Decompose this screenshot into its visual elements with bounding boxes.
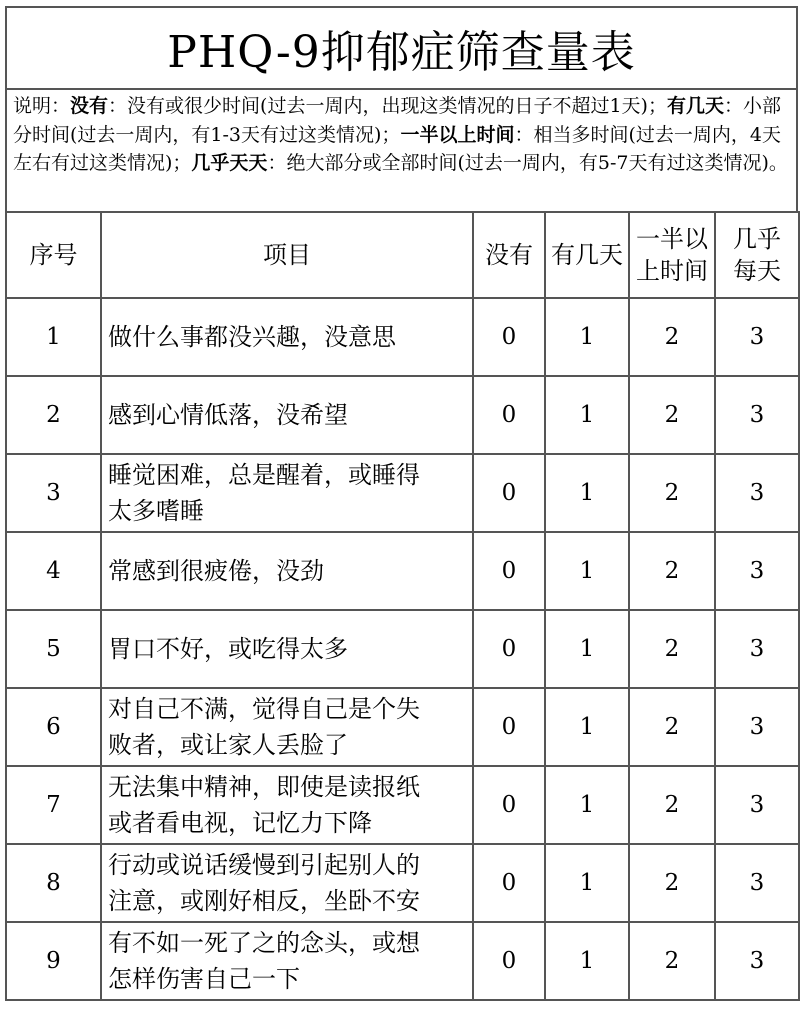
row-item-line1: 有不如一死了之的念头，或想 <box>108 929 420 957</box>
row-item-line2: 或者看电视，记忆力下降 <box>108 809 372 837</box>
row-item-line1: 感到心情低落，没希望 <box>108 401 348 429</box>
header-daily-line1: 几乎 <box>733 225 781 253</box>
score-half: 2 <box>629 688 715 766</box>
row-item-line1: 对自己不满，觉得自己是个失 <box>108 695 420 723</box>
score-none: 0 <box>473 376 545 454</box>
option-text-half: ：相当多时间(过去一周内，4天左右有过这类情况)； <box>13 123 781 174</box>
row-number: 9 <box>6 922 101 1000</box>
score-several: 1 <box>545 844 629 922</box>
score-several: 1 <box>545 376 629 454</box>
header-item: 项目 <box>101 212 473 298</box>
row-number: 6 <box>6 688 101 766</box>
score-table <box>5 211 800 1001</box>
score-half: 2 <box>629 766 715 844</box>
score-none: 0 <box>473 298 545 376</box>
score-none: 0 <box>473 532 545 610</box>
header-half-line2: 上时间 <box>636 257 708 285</box>
row-number: 8 <box>6 844 101 922</box>
row-item-line1: 无法集中精神，即使是读报纸 <box>108 773 420 801</box>
option-name-daily: 几乎天天 <box>191 152 268 174</box>
instructions-lead: 说明： <box>13 95 71 117</box>
score-several: 1 <box>545 532 629 610</box>
score-several: 1 <box>545 298 629 376</box>
table-header-row <box>6 212 799 298</box>
table-row <box>6 376 799 454</box>
table-row <box>6 298 799 376</box>
table-row <box>6 844 799 922</box>
option-text-several: ：小部分时间(过去一周内，有1-3天有过这类情况)； <box>13 95 781 146</box>
option-name-half: 一半以上时间 <box>400 123 515 146</box>
score-several: 1 <box>545 766 629 844</box>
score-half: 2 <box>629 922 715 1000</box>
page-title: PHQ-9抑郁症筛查量表 <box>167 27 636 78</box>
option-name-several: 有几天 <box>666 95 724 117</box>
row-item <box>101 376 473 454</box>
score-several: 1 <box>545 610 629 688</box>
score-none: 0 <box>473 922 545 1000</box>
score-half: 2 <box>629 844 715 922</box>
score-half: 2 <box>629 298 715 376</box>
row-item-line2: 太多嗜睡 <box>108 497 204 525</box>
row-item <box>101 844 473 922</box>
row-item-line1: 做什么事都没兴趣，没意思 <box>108 323 396 351</box>
score-none: 0 <box>473 610 545 688</box>
score-daily: 3 <box>715 376 799 454</box>
row-number: 2 <box>6 376 101 454</box>
title-box <box>5 6 798 90</box>
score-half: 2 <box>629 454 715 532</box>
row-item <box>101 454 473 532</box>
score-daily: 3 <box>715 532 799 610</box>
header-no: 序号 <box>6 212 101 298</box>
table-row <box>6 532 799 610</box>
table-row <box>6 688 799 766</box>
header-daily <box>715 212 799 298</box>
table-row <box>6 454 799 532</box>
row-item-line2: 注意，或刚好相反，坐卧不安 <box>108 887 420 915</box>
score-daily: 3 <box>715 766 799 844</box>
option-text-daily: ：绝大部分或全部时间(过去一周内，有5-7天有过这类情况)。 <box>267 152 788 174</box>
header-none: 没有 <box>473 212 545 298</box>
header-half-line1: 一半以 <box>636 225 708 253</box>
row-item <box>101 298 473 376</box>
header-half <box>629 212 715 298</box>
score-none: 0 <box>473 766 545 844</box>
row-item-line1: 行动或说话缓慢到引起别人的 <box>108 851 420 879</box>
score-several: 1 <box>545 922 629 1000</box>
row-item-line1: 睡觉困难，总是醒着，或睡得 <box>108 461 420 489</box>
score-daily: 3 <box>715 454 799 532</box>
option-name-none: 没有 <box>70 95 109 117</box>
score-none: 0 <box>473 844 545 922</box>
header-several: 有几天 <box>545 212 629 298</box>
score-several: 1 <box>545 688 629 766</box>
score-daily: 3 <box>715 922 799 1000</box>
row-item <box>101 532 473 610</box>
table-row <box>6 610 799 688</box>
row-item-line1: 常感到很疲倦，没劲 <box>108 557 324 585</box>
row-item <box>101 610 473 688</box>
score-half: 2 <box>629 610 715 688</box>
row-item-line2: 怎样伤害自己一下 <box>108 965 300 993</box>
score-half: 2 <box>629 532 715 610</box>
row-number: 4 <box>6 532 101 610</box>
row-number: 3 <box>6 454 101 532</box>
row-item <box>101 688 473 766</box>
score-daily: 3 <box>715 610 799 688</box>
row-number: 5 <box>6 610 101 688</box>
score-daily: 3 <box>715 844 799 922</box>
header-daily-line2: 每天 <box>733 257 781 285</box>
score-none: 0 <box>473 454 545 532</box>
row-item <box>101 922 473 1000</box>
row-item-line2: 败者，或让家人丢脸了 <box>108 731 348 759</box>
row-number: 7 <box>6 766 101 844</box>
score-daily: 3 <box>715 298 799 376</box>
row-number: 1 <box>6 298 101 376</box>
table-row <box>6 922 799 1000</box>
row-item <box>101 766 473 844</box>
score-several: 1 <box>545 454 629 532</box>
score-none: 0 <box>473 688 545 766</box>
table-row <box>6 766 799 844</box>
score-daily: 3 <box>715 688 799 766</box>
score-half: 2 <box>629 376 715 454</box>
option-text-none: ：没有或很少时间(过去一周内，出现这类情况的日子不超过1天)； <box>108 95 667 117</box>
instructions <box>5 88 798 212</box>
row-item-line1: 胃口不好，或吃得太多 <box>108 635 348 663</box>
